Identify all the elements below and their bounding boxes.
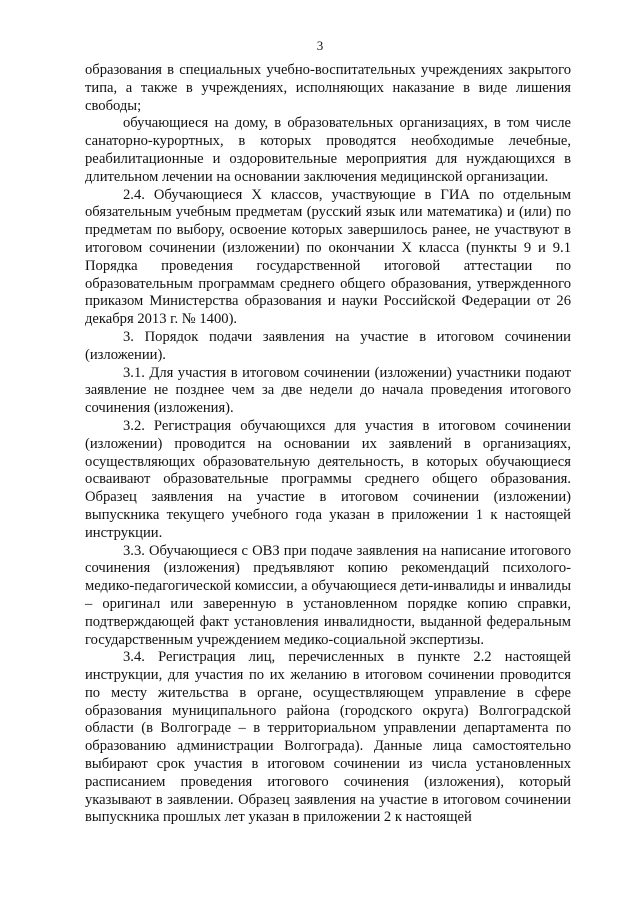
body-text xyxy=(85,62,571,827)
section-3-heading: 3. Порядок подачи заявления на участие в итоговом сочинении (изложении). xyxy=(85,328,571,363)
paragraph-3-4: 3.4. Регистрация лиц, перечисленных в пункте 2.2 настоящей инструкции, для участия по их желанию в итоговом сочинении проводится по месту жительства в органе, осуществляющем управление в сфере образования муниципального района (городского округа) Волгоградской области (в Волгограде – в территориальном управлении департамента по образованию администрации Волгограда). Данные лица самостоятельно выбирают срок участия в итоговом сочинении из числа установленных расписанием проведения итогового сочинения (изложения), который указывают в заявлении. Образец заявления на участие в итоговом сочинении выпускника прошлых лет указан в приложении 2 к настоящей xyxy=(85,649,571,826)
paragraph-3-3: 3.3. Обучающиеся с ОВЗ при подаче заявления на написание итогового сочинения (изложения) предъявляют копию рекомендаций психолого-медико-педагогической комиссии, а обучающиеся дети-инвалиды и инвалиды – оригинал или заверенную в установленном порядке копию справки, подтверждающей факт установления инвалидности, выданной федеральным государственным учреждением медико-социальной экспертизы. xyxy=(85,542,571,648)
paragraph-home-schooled: обучающиеся на дому, в образовательных организациях, в том числе санаторно-курортных, в которых проводятся необходимые лечебные, реабилитационные и оздоровительные мероприятия для нуждающихся в длительном лечении на основании заключения медицинской организации. xyxy=(85,115,571,185)
paragraph-3-2: 3.2. Регистрация обучающихся для участия в итоговом сочинении (изложении) проводится на основании их заявлений в организациях, осуществляющих образовательную деятельность, в которых обучающиеся осваивают образовательные программы среднего общего образования. Образец заявления на участие в итоговом сочинении (изложении) выпускника текущего учебного года указан в приложении 1 к настоящей инструкции. xyxy=(85,417,571,541)
page-number: 3 xyxy=(316,38,324,53)
paragraph-3-1: 3.1. Для участия в итоговом сочинении (изложении) участники подают заявление не позднее чем за две недели до начала проведения итогового сочинения (изложения). xyxy=(85,364,571,417)
paragraph-continuation: образования в специальных учебно-воспитательных учреждениях закрытого типа, а также в учреждениях, исполняющих наказание в виде лишения свободы; xyxy=(85,62,571,114)
paragraph-2-4: 2.4. Обучающиеся X классов, участвующие в ГИА по отдельным обязательным учебным предметам (русский язык или математика) и (или) по предметам по выбору, освоение которых завершилось ранее, не участвуют в итоговом сочинении (изложении) по окончании X класса (пункты 9 и 9.1 Порядка проведения государственной итоговой аттестации по образовательным программам среднего общего образования, утвержденного приказом Министерства образования и науки Российской Федерации от 26 декабря 2013 г. № 1400). xyxy=(85,186,571,328)
